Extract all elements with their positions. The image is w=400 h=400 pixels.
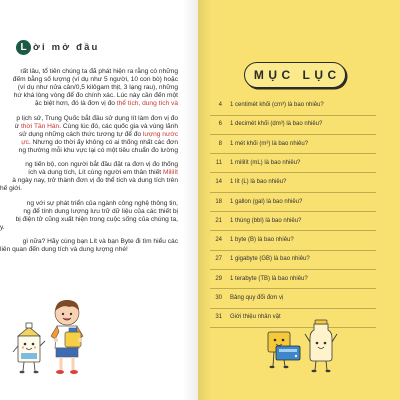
preface-line [0, 246, 128, 254]
toc-entry [208, 176, 376, 188]
toc-entry [208, 99, 376, 111]
preface-line [0, 224, 5, 232]
toc-divider [210, 250, 376, 251]
preface-line [13, 76, 178, 84]
preface-line [16, 216, 178, 224]
toc-entry [208, 292, 376, 304]
preface-line [18, 84, 178, 92]
toc-entry [208, 118, 376, 130]
toc-entry [208, 138, 376, 150]
lit-character [304, 318, 338, 374]
preface-line [23, 208, 178, 216]
preface-line [19, 131, 178, 139]
text-segment: . Cùng lúc đó, các quốc gia và vùng lãnh [59, 122, 178, 130]
toc-entry-title: 1 thùng (bbl) là bao nhiêu? [230, 217, 302, 224]
toc-page-number: 11 [215, 159, 222, 166]
preface-line [21, 139, 178, 147]
text-segment: liên quan đến dung tích và dung lượng nhé! [0, 246, 128, 253]
preface-line [28, 169, 178, 177]
toc-divider [210, 288, 376, 289]
text-segment: ng thường mỗi khu vực lại có một tiêu chuẩn đo lường [18, 146, 178, 154]
preface-line [20, 68, 178, 76]
highlighted-term: thể tích, dung tích và [116, 100, 178, 107]
toc-divider [210, 134, 376, 135]
text-segment: ừ [14, 122, 21, 130]
highlighted-term: ực [21, 138, 29, 146]
toc-entry [208, 196, 376, 208]
toc-divider [210, 192, 376, 193]
preface-line [25, 161, 178, 169]
preface-line [16, 115, 178, 123]
toc-divider [210, 172, 376, 173]
toc-entry [208, 157, 376, 169]
preface-line [27, 200, 178, 208]
milk-carton-character [12, 322, 46, 374]
text-segment: . Nhưng do thời ấy không có ai thống nhất các đơn [28, 138, 178, 146]
toc-page-number: 24 [215, 237, 222, 244]
text-segment: gì nữa? Hãy cùng bạn Lít và bạn Byte đi tìm hiểu các [22, 238, 178, 245]
text-segment: ích và dung tích, Lít cùng người em thân thiết [28, 169, 163, 176]
toc-entry [208, 234, 376, 246]
toc-divider [210, 115, 376, 116]
preface-line [12, 177, 178, 185]
toc-divider [210, 308, 376, 309]
toc-divider [210, 230, 376, 231]
preface-line [15, 123, 178, 131]
toc-page-number: 4 [218, 102, 222, 108]
toc-page-number: 29 [215, 275, 222, 282]
toc-entry [208, 311, 376, 323]
toc-page-number: 31 [215, 314, 222, 321]
toc-divider [210, 153, 376, 154]
toc-page-number: 30 [215, 295, 222, 301]
toc-page-number: 21 [215, 217, 222, 224]
toc-entry [208, 215, 376, 227]
preface-title: ời mở đầu [33, 42, 100, 53]
text-segment: hứ khá lòng vòng để đo chính xác. Lúc này cần đến một [13, 92, 178, 99]
text-segment: ặc biệt hơn, đó là đơn vị đo [34, 100, 117, 107]
text-segment: bị điện tử cũng xuất hiện trong cuộc sống của chúng ta, [15, 215, 178, 223]
text-segment: y. [0, 223, 5, 231]
highlighted-term: Mililít [162, 169, 178, 176]
toc-page-number: 14 [215, 179, 222, 186]
toc-page [198, 0, 400, 400]
toc-title-badge [244, 62, 346, 88]
text-segment: ng với sự phát triển của ngành công nghệ thông tin, [26, 199, 178, 207]
text-segment: hế giới. [0, 185, 22, 192]
toc-divider [210, 211, 376, 212]
preface-line [23, 238, 178, 246]
preface-line [19, 147, 178, 155]
text-segment: ng tiến bộ, con người bắt đầu đặt ra đơn vị đo thống [25, 161, 178, 168]
toc-entry-title: 1 terabyte (TB) là bao nhiêu? [230, 275, 308, 282]
toc-page-number: 8 [218, 140, 222, 147]
text-segment: đếm bằng số lượng (ví dụ như 5 người, 10 con bò) hoặc [12, 76, 178, 83]
text-segment: p lịch sử, Trung Quốc bắt đầu sử dụng lít làm đơn vị đo [16, 114, 178, 122]
preface-line [14, 92, 178, 100]
toc-page-number: 18 [215, 198, 222, 205]
toc-entry-title: 1 mililít (mL) là bao nhiêu? [230, 159, 301, 166]
toc-entry-title: Bảng quy đổi đơn vị [230, 295, 284, 301]
preface-line [35, 100, 178, 108]
toc-entry [208, 253, 376, 265]
text-segment: sử dụng những cách thức tương tự để đo [19, 130, 143, 138]
preface-line [0, 185, 22, 193]
toc-title: MỤC LỤC [253, 68, 341, 82]
toc-entry-title: 1 gigabyte (GB) là bao nhiêu? [230, 256, 310, 263]
toc-entry-title: 1 mét khối (m³) là bao nhiêu? [230, 140, 309, 147]
preface-page [0, 0, 198, 400]
toc-entry-title: 1 gallon (gal) là bao nhiêu? [230, 198, 303, 205]
toc-entry-title: 1 lít (L) là bao nhiêu? [230, 179, 287, 186]
title-initial-circle: L [16, 40, 31, 55]
text-segment: ng để tính dung lượng lưu trữ dữ liệu của các thiết bị [23, 207, 178, 215]
text-segment: rất lâu, tổ tiên chúng ta đã phát hiện ra rằng có những [20, 68, 178, 75]
highlighted-term: lượng nước [142, 130, 178, 138]
text-segment: à ngày nay, trở thành đơn vị đo thể tích và dung tích trên [12, 177, 178, 184]
toc-entry-title: 1 byte (B) là bao nhiêu? [230, 237, 294, 244]
toc-entry [208, 273, 376, 285]
toc-entry-title: Giới thiệu nhân vật [230, 314, 281, 321]
toc-entry-title: 1 decimét khối (dm³) là bao nhiêu? [230, 121, 323, 128]
highlighted-term: thời Tần Hán [20, 122, 60, 130]
toc-page-number: 27 [215, 256, 222, 263]
toc-entry-title: 1 centimét khối (cm³) là bao nhiêu? [230, 102, 324, 108]
toc-page-number: 6 [218, 121, 222, 128]
toc-divider [210, 269, 376, 270]
boy-character [44, 296, 90, 378]
text-segment: (ví dụ như nửa cân/0,5 kilôgam thịt, 3 lạng rau), những [17, 84, 178, 91]
byte-character [262, 328, 306, 370]
